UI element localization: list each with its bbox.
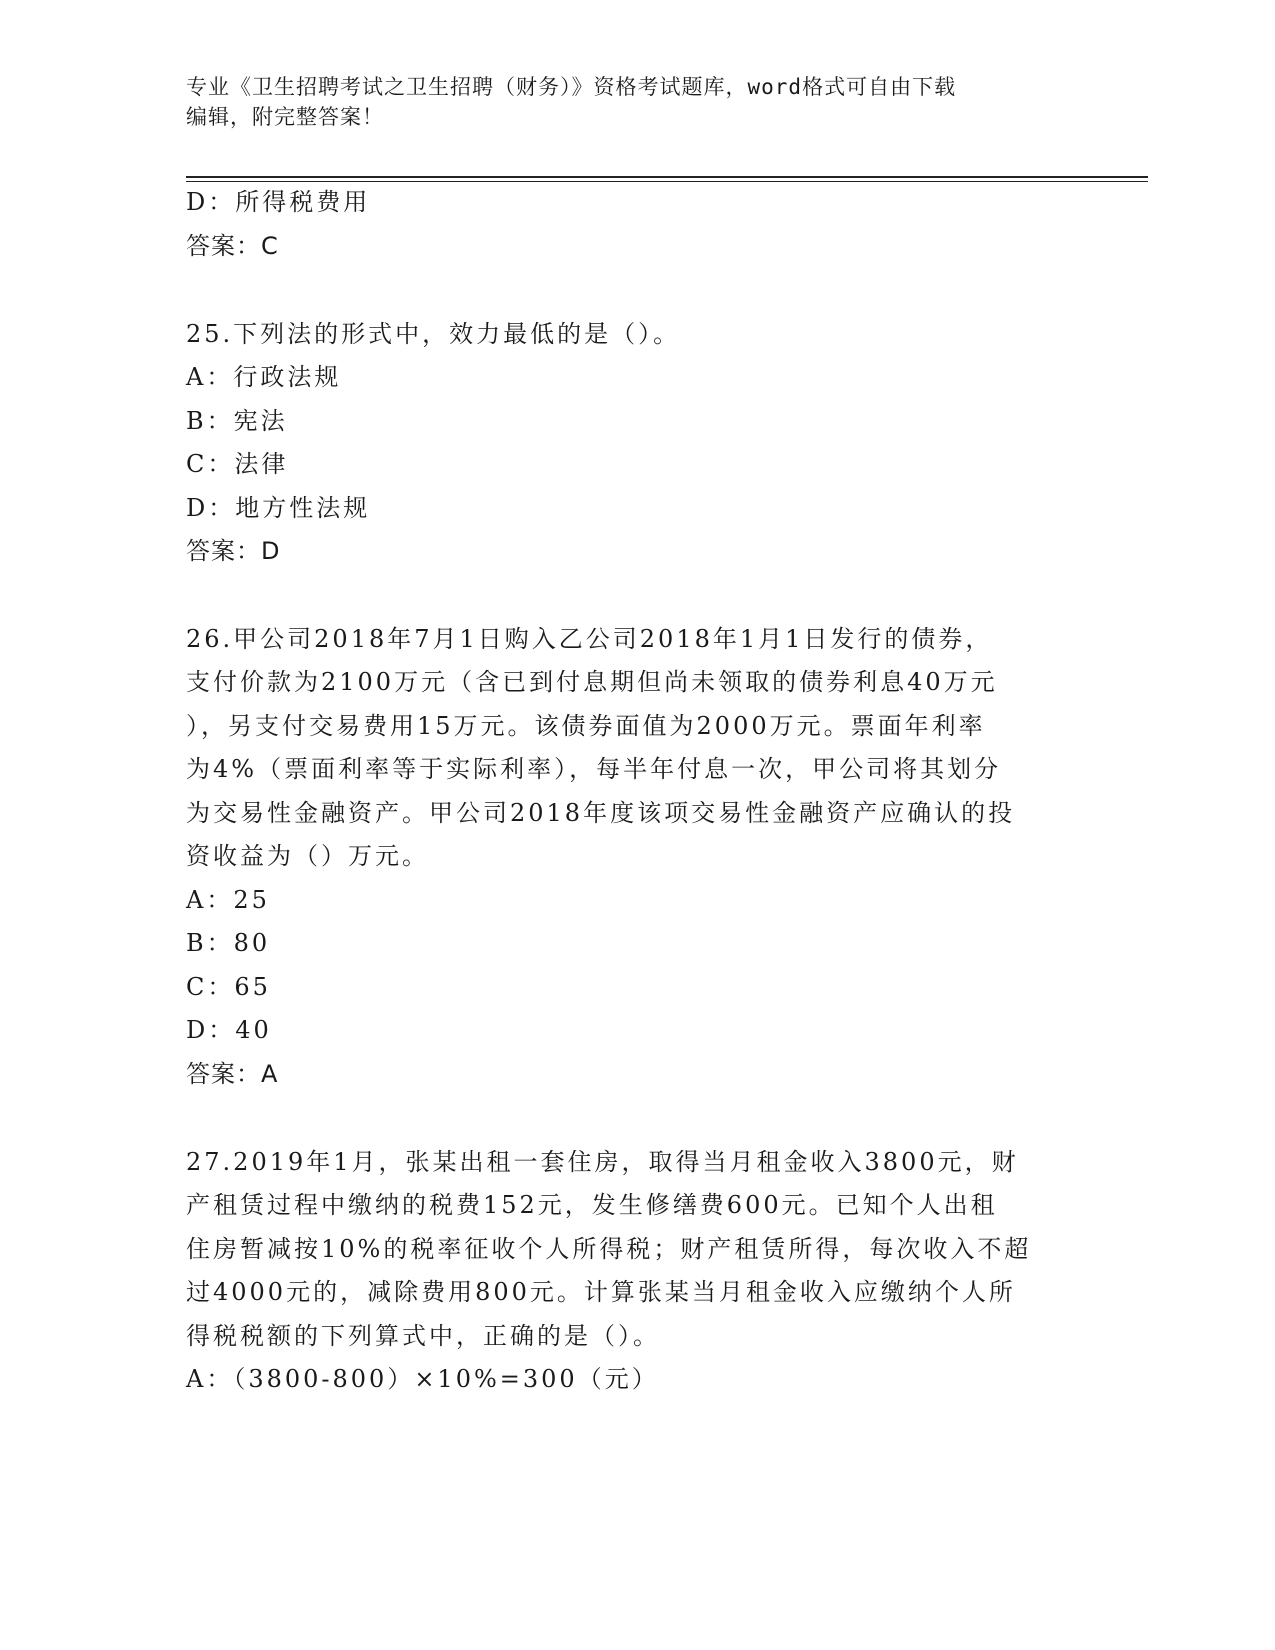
header-line-1: 专业《卫生招聘考试之卫生招聘（财务）》资格考试题库，word格式可自由下载 (186, 75, 957, 99)
prev-option-d: D：所得税费用 (186, 188, 371, 216)
page-header (186, 72, 1066, 132)
q26-stem-line: ），另支付交易费用15万元。该债券面值为2000万元。票面年利率 (186, 712, 986, 740)
q25-option-a: A：行政法规 (186, 363, 342, 391)
q27-stem-line: 过4000元的，减除费用800元。计算张某当月租金收入应缴纳个人所 (186, 1278, 1016, 1306)
q26-option-c: C：65 (186, 973, 271, 1001)
q26-stem-line: 26.甲公司2018年7月1日购入乙公司2018年1月1日发行的债券， (186, 625, 993, 653)
header-divider-thin (186, 181, 1148, 182)
q27-stem-line: 27.2019年1月，张某出租一套住房，取得当月租金收入3800元，财 (186, 1148, 1019, 1176)
q26-stem-line: 支付价款为2100万元（含已到付息期但尚未领取的债券利息40万元 (186, 668, 998, 696)
q27-stem-line: 住房暂减按10%的税率征收个人所得税；财产租赁所得，每次收入不超 (186, 1235, 1032, 1263)
q27-stem-line: 得税税额的下列算式中，正确的是（）。 (186, 1322, 660, 1350)
q27-option-a: A：（3800-800）×10%=300（元） (186, 1365, 659, 1393)
q26-stem-line: 为4%（票面利率等于实际利率），每半年付息一次，甲公司将其划分 (186, 755, 1002, 783)
q25-option-b: B：宪法 (186, 407, 288, 435)
header-divider-thick (186, 176, 1148, 178)
q25-stem: 25.下列法的形式中，效力最低的是（）。 (186, 320, 681, 348)
q26-option-d: D：40 (186, 1016, 272, 1044)
q26-option-b: B：80 (186, 929, 271, 957)
q26-stem-line: 资收益为（）万元。 (186, 842, 429, 870)
q27-stem-line: 产租赁过程中缴纳的税费152元，发生修缮费600元。已知个人出租 (186, 1191, 998, 1219)
q26-stem-line: 为交易性金融资产。甲公司2018年度该项交易性金融资产应确认的投 (186, 799, 1016, 827)
header-line-2: 编辑，附完整答案！ (186, 105, 384, 129)
prev-answer: 答案：C (186, 232, 279, 260)
q26-option-a: A：25 (186, 886, 270, 914)
q25-option-d: D：地方性法规 (186, 494, 371, 522)
q25-answer: 答案：D (186, 537, 281, 565)
q26-answer: 答案：A (186, 1060, 279, 1088)
q25-option-c: C：法律 (186, 450, 289, 478)
